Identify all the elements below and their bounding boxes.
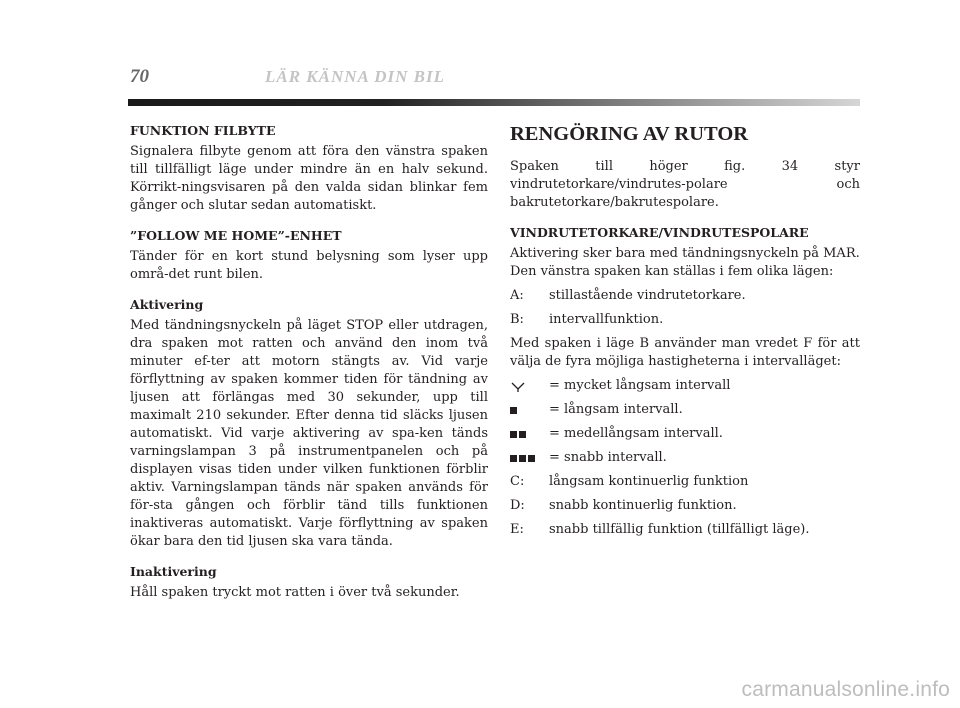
wiper-very-slow-icon	[510, 377, 526, 401]
paragraph-aktivering: Med tändningsnyckeln på läget STOP eller utdragen, dra spaken mot ratten och använd den inom två minuter ef-ter att motorn stängts av. Vid varje förflyttning av spaken kommer tiden för tändning av ljusen att förlängas med 30 sekunder, upp till maximalt 210 sekunder. Efter denna tid släcks ljusen automatiskt. Vid varje aktivering av spa-ken tänds varningslampan 3 på instrumentpanelen och på displayen visas tiden under vilken funktionen förblir aktiv. Varningslampan tänds när spaken används för för-sta gången och förblir tänd tills funktionen inaktiveras automatiskt. Varje förflyttning av spaken ökar bara den tid ljusen ska vara tända.	[130, 318, 488, 549]
page-number: 70	[130, 66, 149, 87]
paragraph-inaktivering: Håll spaken tryckt mot ratten i över två sekunder.	[130, 585, 460, 600]
paragraph-filbyte: Signalera filbyte genom att föra den vänstra spaken till tillfälligt läge under mindre än en halv sekund. Körrikt-ningsvisaren på den valda sidan blinkar fem gånger och slutar sedan automatiskt.	[130, 144, 488, 213]
section-heading-inaktivering: Inaktivering	[130, 564, 217, 579]
paragraph-follow-me-home: Tänder för en kort stund belysning som lyser upp områ-det runt bilen.	[130, 249, 488, 282]
paragraph-aktivering-mar: Aktivering sker bara med tändningsnyckeln på MAR.	[510, 246, 860, 261]
section-heading-aktivering: Aktivering	[130, 297, 204, 312]
list-item: D: snabb kontinuerlig funktion.	[510, 498, 737, 513]
paragraph-fem-lagen: Den vänstra spaken kan ställas i fem olika lägen:	[510, 264, 834, 279]
list-item: = medellångsam intervall.	[510, 425, 860, 443]
list-item: = mycket långsam intervall	[510, 377, 860, 395]
list-item: = snabb intervall.	[510, 449, 860, 467]
list-item: A: stillastående vindrutetorkare.	[510, 288, 746, 303]
right-column	[510, 122, 860, 539]
one-square-icon	[510, 401, 517, 419]
section-title-rengoring: RENGÖRING AV RUTOR	[510, 123, 749, 145]
section-heading-vindrutetorkare: VINDRUTETORKARE/VINDRUTESPOLARE	[510, 225, 809, 240]
watermark: carmanualsonline.info	[741, 678, 950, 701]
left-column	[130, 122, 488, 602]
list-item: B: intervallfunktion.	[510, 312, 664, 327]
three-squares-icon	[510, 449, 535, 467]
list-item: = långsam intervall.	[510, 401, 860, 419]
running-title: LÄR KÄNNA DIN BIL	[265, 67, 445, 86]
paragraph-intro: Spaken till höger fig. 34 styr vindrutetorkare/vindrutes-polare och bakrutetorkare/bakrutespolare.	[510, 159, 860, 210]
paragraph-vredet: Med spaken i läge B använder man vredet F för att välja de fyra möjliga hastigheterna i intervalläget:	[510, 336, 860, 369]
section-heading-filbyte: FUNKTION FILBYTE	[130, 123, 276, 138]
header-rule	[128, 99, 860, 106]
page-header	[130, 66, 860, 90]
list-item: C: långsam kontinuerlig funktion	[510, 474, 749, 489]
section-heading-follow-me-home: ”FOLLOW ME HOME”-ENHET	[130, 228, 342, 243]
list-item: E: snabb tillfällig funktion (tillfälligt läge).	[510, 522, 810, 537]
two-squares-icon	[510, 425, 526, 443]
